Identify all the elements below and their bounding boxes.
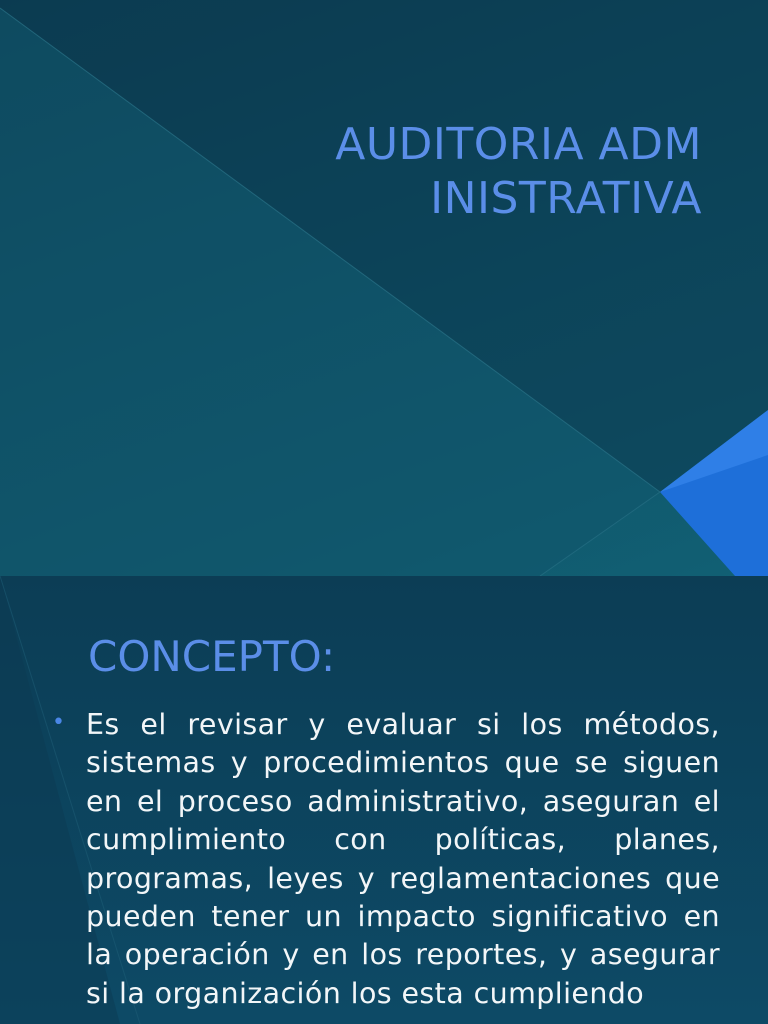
slide-heading: CONCEPTO: (88, 632, 336, 681)
bullet-icon: • (52, 710, 65, 735)
slide-title: AUDITORIA ADMINISTRATIVA (335, 119, 702, 224)
bullet-text: Es el revisar y evaluar si los métodos, sistemas y procedimientos que se siguen en el proceso administrativo, aseguran el cumplimiento con políticas, planes, programas, leyes y reglamentaciones que pueden tener un impacto significativo en la operación y en los reportes, y asegurar si la organización los esta cumpliendo (86, 708, 720, 1010)
